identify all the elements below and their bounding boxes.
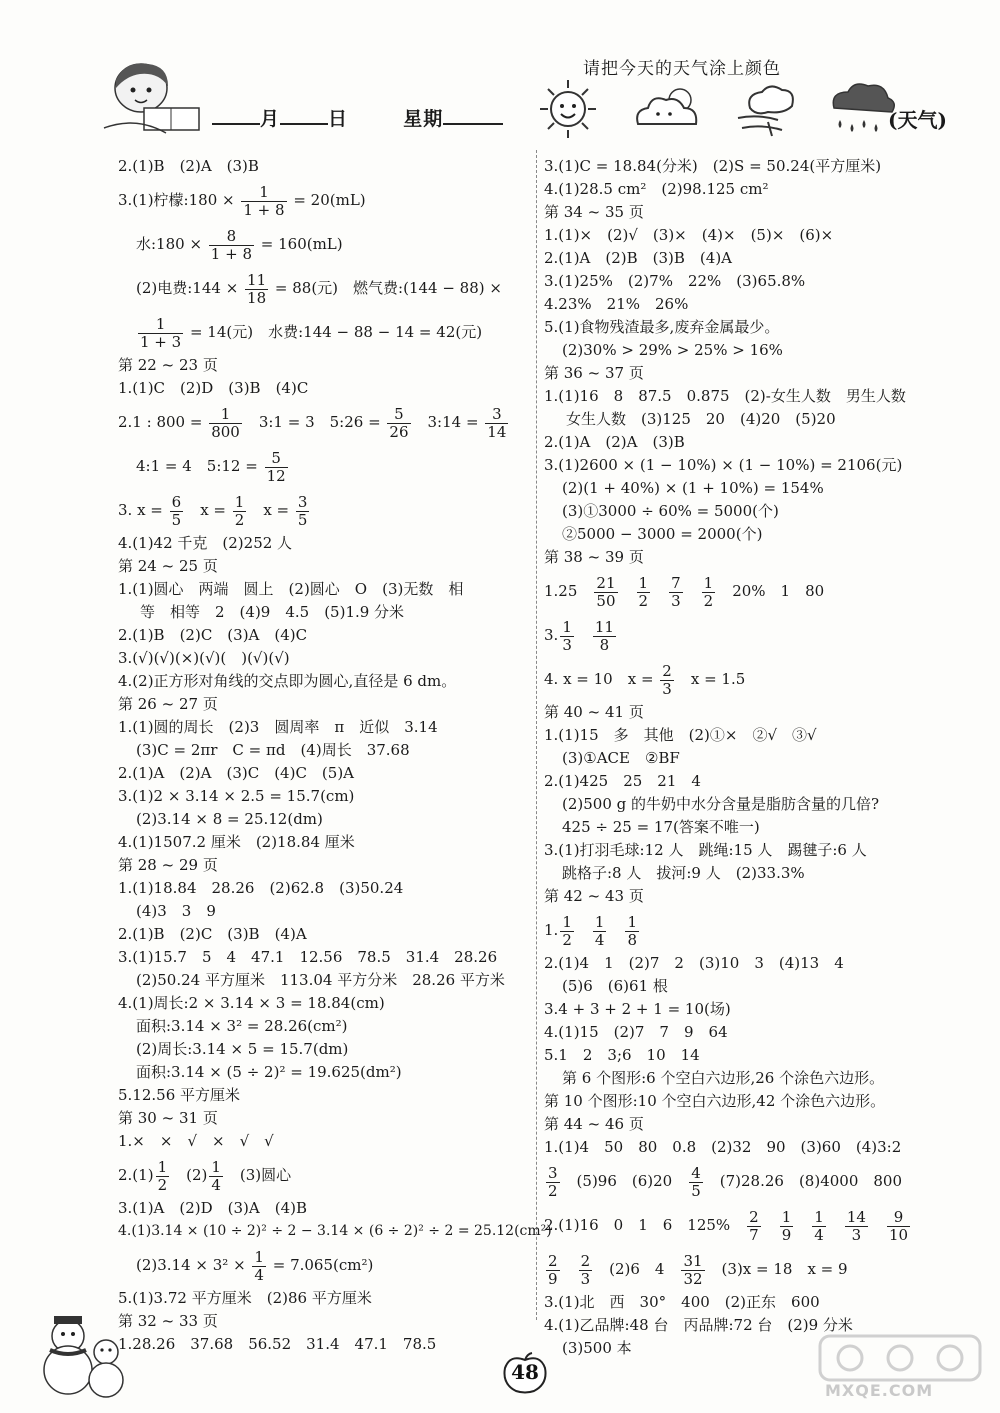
answer-line: (2)3.14 × 8 = 25.12(dm)	[136, 810, 323, 828]
page-range-heading: 第 22 ~ 23 页	[118, 356, 218, 374]
fraction: $\frac{1}{2}$	[703, 573, 714, 610]
page-range-heading: 第 34 ~ 35 页	[544, 203, 644, 221]
answer-line: 第 6 个图形:6 个空白六边形,26 个涂色六边形。	[562, 1069, 885, 1087]
fraction: $\frac{7}{3}$	[671, 573, 681, 610]
page-range-heading: 第 44 ~ 46 页	[544, 1115, 644, 1133]
answer-line: 4.(1)15 (2)7 7 9 64	[544, 1023, 728, 1041]
answer-line: 425 ÷ 25 = 17(答案不唯一)	[562, 818, 760, 836]
answer-line: (2)500 g 的牛奶中水分含量是脂肪含量的几倍?	[562, 795, 880, 813]
fraction: $\frac{1}{1 + 8}$	[243, 182, 285, 219]
fraction: $\frac{21}{50}$	[596, 573, 616, 610]
answer-line: 3.(1)25% (2)7% 22% (3)65.8%	[544, 272, 806, 290]
day-label: 日	[328, 108, 349, 130]
answer-line: 2.(1)A (2)B (3)B (4)A	[544, 249, 733, 267]
answer-line: (2)30% > 29% > 25% > 16%	[562, 341, 783, 359]
answer-line: 4.(2)正方形对角线的交点即为圆心,直径是 6 dm。	[118, 672, 457, 690]
fraction: $\frac{6}{5}$	[171, 492, 182, 529]
fraction: $\frac{1}{800}$	[211, 404, 240, 441]
answer-line: 3.(1)2 × 3.14 × 2.5 = 15.7(cm)	[118, 787, 355, 805]
answer-line: 3.(1)打羽毛球:12 人 跳绳:15 人 踢毽子:6 人	[544, 841, 867, 859]
answer-line: 1.(1)C (2)D (3)B (4)C	[118, 379, 309, 397]
fraction: $\frac{1}{1 + 3}$	[140, 314, 182, 351]
answer-line: 4.(1)周长:2 × 3.14 × 3 = 18.84(cm)	[118, 994, 385, 1012]
answer-line: 3.(1)2600 × (1 − 10%) × (1 − 10%) = 2106(元)	[544, 456, 903, 474]
answer-line: 3.(1)15.7 5 4 47.1 12.56 78.5 31.4 28.26	[118, 948, 498, 966]
answer-line: 5.(1)3.72 平方厘米 (2)86 平方厘米	[118, 1289, 372, 1307]
answer-line: 1.25 $\frac{21}{50}$ $\frac{1}{2}$ $\frac{7}{3}$ $\frac{1}{2}$ 20% 1 80	[544, 573, 825, 610]
answer-line: 4.(1)3.14 × (10 ÷ 2)² ÷ 2 − 3.14 × (6 ÷ 2)² ÷ 2 = 25.12(cm²)	[118, 1223, 552, 1239]
answer-line: 2.(1) $\frac{1}{2}$ (2) $\frac{1}{4}$ (3)圆心	[118, 1157, 292, 1194]
fraction: $\frac{31}{32}$	[683, 1251, 703, 1288]
answer-line: 1.(1)18.84 28.26 (2)62.8 (3)50.24	[118, 879, 404, 897]
fraction: $\frac{2}{7}$	[749, 1207, 759, 1244]
fraction: $\frac{1}{9}$	[781, 1207, 792, 1244]
answer-line: 2.1 : 800 = $\frac{1}{800}$ 3:1 = 3 5:26 = $\frac{5}{26}$ 3:14 = $\frac{3}{14}$	[118, 404, 507, 441]
answer-line: 1. $\frac{1}{2}$ $\frac{1}{4}$ $\frac{1}{8}$	[544, 912, 637, 949]
answer-line: 1.28.26 37.68 56.52 31.4 47.1 78.5	[118, 1335, 437, 1353]
answer-line: ②5000 − 3000 = 2000(个)	[562, 525, 763, 543]
fraction: $\frac{1}{4}$	[254, 1247, 264, 1284]
left-answer-column	[118, 155, 552, 1356]
answer-line: $\frac{1}{1 + 3}$ = 14(元) 水费:144 − 88 − 14 = 42(元)	[140, 314, 483, 351]
page-range-heading: 第 38 ~ 39 页	[544, 548, 644, 566]
answer-line: 5.1 2 3;6 10 14	[544, 1046, 700, 1064]
answer-line: 1.× × √ × √ √	[118, 1132, 274, 1150]
answer-line: 5.12.56 平方厘米	[118, 1086, 241, 1104]
answer-line: 4.(1)42 千克 (2)252 人	[118, 534, 293, 552]
answer-line: $\frac{2}{9}$ $\frac{2}{3}$ (2)6 4 $\frac{31}{32}$ (3)x = 18 x = 9	[548, 1251, 848, 1288]
page-range-heading: 第 24 ~ 25 页	[118, 557, 218, 575]
fraction: $\frac{1}{2}$	[157, 1157, 168, 1194]
fraction: $\frac{5}{26}$	[389, 404, 409, 441]
answer-line: (3)①ACE ②BF	[562, 749, 680, 767]
answer-line: 2.(1)B (2)A (3)B	[118, 157, 259, 175]
fraction: $\frac{1}{2}$	[638, 573, 649, 610]
fraction: $\frac{5}{12}$	[266, 448, 286, 485]
fraction: $\frac{2}{9}$	[548, 1251, 558, 1288]
answer-line: (2)(1 + 40%) × (1 + 10%) = 154%	[562, 479, 824, 497]
answer-line: 3.(1)A (2)D (3)A (4)B	[118, 1199, 308, 1217]
fraction: $\frac{1}{8}$	[627, 912, 637, 949]
answer-line: $\frac{3}{2}$ (5)96 (6)20 $\frac{4}{5}$ (7)28.26 (8)4000 800	[548, 1163, 903, 1200]
answer-line: 1.(1)圆心 两端 圆上 (2)圆心 O (3)无数 相	[118, 580, 464, 598]
page-range-heading: 第 26 ~ 27 页	[118, 695, 218, 713]
page-number: 48	[511, 1360, 539, 1384]
weekday-blank[interactable]	[443, 105, 503, 125]
weather-prompt: 请把今天的天气涂上颜色	[583, 59, 781, 79]
reading-girl-illustration	[96, 58, 206, 138]
weather-tag: (天气)	[888, 108, 947, 132]
fraction: $\frac{1}{2}$	[234, 492, 245, 529]
answer-line: 4.(1)乙品牌:48 台 丙品牌:72 台 (2)9 分米	[544, 1316, 853, 1334]
fraction: $\frac{4}{5}$	[691, 1163, 701, 1200]
answer-line: 2.(1)B (2)C (3)B (4)A	[118, 925, 307, 943]
fraction: $\frac{3}{2}$	[548, 1163, 558, 1200]
answer-line: 2.(1)425 25 21 4	[544, 772, 701, 790]
fraction: $\frac{11}{18}$	[247, 270, 267, 307]
answer-line: 2.(1)4 1 (2)7 2 (3)10 3 (4)13 4	[544, 954, 844, 972]
snowman-illustration	[34, 1300, 134, 1400]
answer-line: 1.(1)圆的周长 (2)3 圆周率 π 近似 3.14	[118, 718, 438, 736]
answer-line: (3)C = 2πr C = πd (4)周长 37.68	[136, 741, 410, 759]
answer-line: 4. x = 10 x = $\frac{2}{3}$ x = 1.5	[544, 661, 746, 698]
answer-line: (4)3 3 9	[136, 902, 216, 920]
answer-line: 女生人数 (3)125 20 (4)20 (5)20	[566, 410, 836, 428]
answer-line: 2.(1)B (2)C (3)A (4)C	[118, 626, 308, 644]
answer-line: 3.(1)北 西 30° 400 (2)正东 600	[544, 1293, 820, 1311]
page-range-heading: 第 28 ~ 29 页	[118, 856, 218, 874]
answer-line: (2)3.14 × 3² × $\frac{1}{4}$ = 7.065(cm²)	[136, 1247, 374, 1284]
answer-line: 2.(1)A (2)A (3)B	[544, 433, 685, 451]
right-answer-column	[544, 155, 974, 1360]
fraction: $\frac{1}{2}$	[562, 912, 572, 949]
answer-line: (5)6 (6)61 根	[562, 977, 668, 995]
fraction: $\frac{3}{5}$	[297, 492, 308, 529]
answer-line: 3.(1)柠檬:180 × $\frac{1}{1 + 8}$ = 20(mL)	[118, 182, 366, 219]
answer-line: 4.(1)1507.2 厘米 (2)18.84 厘米	[118, 833, 355, 851]
answer-line: 第 10 个图形:10 个空白六边形,42 个涂色六边形。	[544, 1092, 886, 1110]
answer-line: 3. $\frac{1}{3}$ $\frac{11}{8}$	[544, 617, 614, 654]
answer-line: 1.(1)4 50 80 0.8 (2)32 90 (3)60 (4)3:2	[544, 1138, 902, 1156]
page-range-heading: 第 36 ~ 37 页	[544, 364, 644, 382]
fraction: $\frac{9}{10}$	[888, 1207, 909, 1244]
answer-line: (3)500 本	[562, 1339, 632, 1357]
answer-line: (2)周长:3.14 × 5 = 15.7(dm)	[136, 1040, 349, 1058]
watermark-text: MXQE.COM	[825, 1381, 934, 1400]
fraction: $\frac{11}{8}$	[594, 617, 614, 654]
answer-line: 4.23% 21% 26%	[544, 295, 689, 313]
day-blank[interactable]	[280, 105, 328, 125]
answer-line: 面积:3.14 × 3² = 28.26(cm²)	[136, 1017, 348, 1035]
answer-line: 跳格子:8 人 拔河:9 人 (2)33.3%	[562, 864, 805, 882]
month-label: 月	[260, 108, 281, 130]
answer-line: 2.(1)A (2)A (3)C (4)C (5)A	[118, 764, 355, 782]
answer-line: 3. x = $\frac{6}{5}$ x = $\frac{1}{2}$ x = $\frac{3}{5}$	[118, 492, 308, 529]
page-range-heading: 第 30 ~ 31 页	[118, 1109, 218, 1127]
answer-line: 4.(1)28.5 cm² (2)98.125 cm²	[544, 180, 769, 198]
answer-line: 3.(1)C = 18.84(分米) (2)S = 50.24(平方厘米)	[544, 157, 882, 175]
fraction: $\frac{3}{14}$	[487, 404, 507, 441]
windy-icon[interactable]	[728, 78, 808, 140]
answer-line: 4:1 = 4 5:12 = $\frac{5}{12}$	[136, 448, 286, 485]
cloudy-icon[interactable]	[628, 78, 708, 140]
answer-line: 等 相等 2 (4)9 4.5 (5)1.9 分米	[140, 603, 405, 621]
answer-line: 1.(1)15 多 其他 (2)①× ②√ ③√	[544, 726, 817, 744]
sun-icon[interactable]	[528, 78, 608, 140]
answer-line: 面积:3.14 × (5 ÷ 2)² = 19.625(dm²)	[136, 1063, 402, 1081]
answer-line: (3)①3000 ÷ 60% = 5000(个)	[562, 502, 779, 520]
page-range-heading: 第 40 ~ 41 页	[544, 703, 644, 721]
fraction: $\frac{14}{3}$	[846, 1207, 866, 1244]
answer-line: 1.(1)× (2)√ (3)× (4)× (5)× (6)×	[544, 226, 834, 244]
column-divider	[536, 150, 537, 1320]
date-line	[212, 104, 503, 131]
month-blank[interactable]	[212, 105, 260, 125]
answer-line: 5.(1)食物残渣最多,废弃金属最少。	[544, 318, 780, 336]
fraction: $\frac{1}{4}$	[594, 912, 605, 949]
answer-line: 水:180 × $\frac{8}{1 + 8}$ = 160(mL)	[136, 226, 343, 263]
answer-line: 2.(1)16 0 1 6 125% $\frac{2}{7}$ $\frac{1}{9}$ $\frac{1}{4}$ $\frac{14}{3}$ $\frac{9}{10}$	[544, 1207, 909, 1244]
fraction: $\frac{2}{3}$	[580, 1251, 591, 1288]
fraction: $\frac{2}{3}$	[662, 661, 672, 698]
fraction: $\frac{1}{4}$	[211, 1157, 221, 1194]
answer-line: 3.(√)(√)(×)(√)( )(√)(√)	[118, 649, 290, 667]
answer-line: 1.(1)16 8 87.5 0.875 (2)-女生人数 男生人数	[544, 387, 906, 405]
answer-line: (2)50.24 平方厘米 113.04 平方分米 28.26 平方米	[136, 971, 505, 989]
fraction: $\frac{8}{1 + 8}$	[210, 226, 252, 263]
weekday-label: 星期	[403, 108, 444, 130]
answer-line: (2)电费:144 × $\frac{11}{18}$ = 88(元) 燃气费:(144 − 88) ×	[136, 270, 502, 307]
answer-line: 3.4 + 3 + 2 + 1 = 10(场)	[544, 1000, 731, 1018]
fraction: $\frac{1}{4}$	[814, 1207, 824, 1244]
fraction: $\frac{1}{3}$	[562, 617, 572, 654]
page-range-heading: 第 32 ~ 33 页	[118, 1312, 218, 1330]
page-range-heading: 第 42 ~ 43 页	[544, 887, 644, 905]
